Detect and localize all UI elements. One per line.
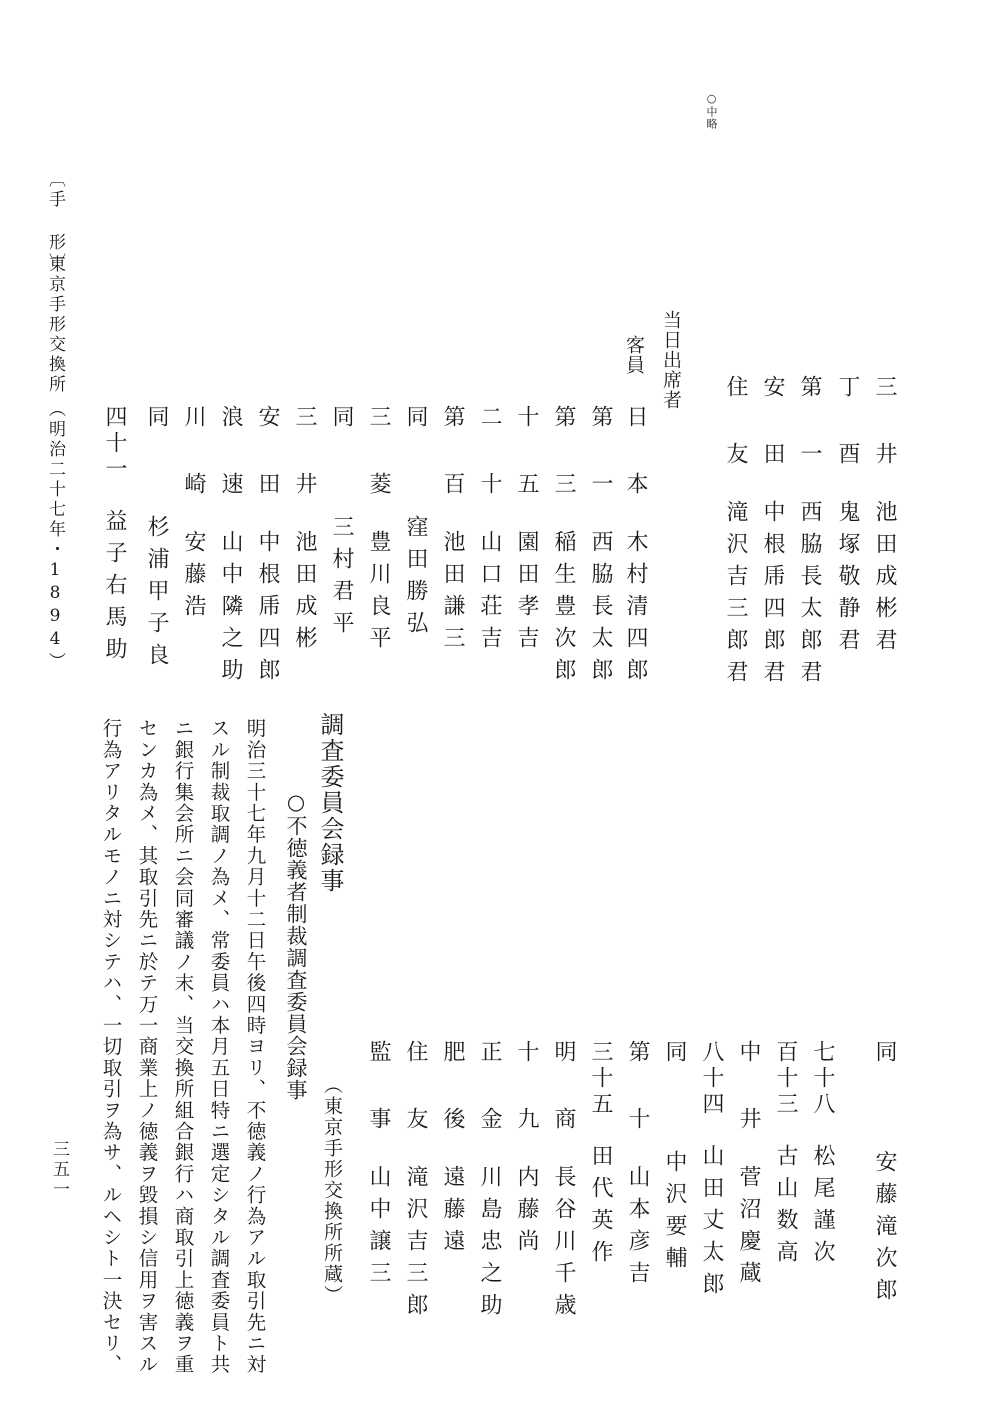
bank-name: 浪 速 (218, 405, 243, 504)
attendee-entry (103, 405, 125, 669)
attendee-entry (552, 405, 574, 690)
person-name: 中根乕四郎君 (760, 500, 785, 692)
bank-name: 第 三 (551, 405, 576, 504)
attendee-entry (256, 405, 278, 690)
person-name: 窪田勝弘 (403, 515, 428, 643)
bank-name: 安 田 (760, 375, 785, 474)
attendee-entry (478, 1040, 500, 1325)
bank-name: 第 十 (625, 1040, 650, 1139)
attendee-entry (873, 1040, 895, 1310)
bank-name: 同 (872, 1040, 897, 1072)
person-name: 山口荘吉 (477, 530, 502, 658)
paragraph-line: センカ為メ、其取引先ニ於テ万一商業上ノ徳義ヲ毀損シ信用ヲ害スル (135, 718, 159, 1376)
bank-name: 明 商 (551, 1040, 576, 1139)
person-name: 池田成彬 (292, 530, 317, 658)
attendee-entry (441, 405, 463, 658)
paragraph-line: スル制裁取調ノ為メ、常委員ハ本月五日特ニ選定シタル調査委員ト共 (207, 718, 231, 1376)
attendee-entry (811, 1040, 833, 1272)
person-name: 園田孝吉 (514, 530, 539, 658)
paragraph-line: 明治三十七年九月十二日午後四時ヨリ、不徳義ノ行為アル取引先ニ対 (243, 718, 267, 1376)
person-name: 益子右馬助 (102, 509, 127, 669)
attendee-entry (293, 405, 315, 658)
bank-name: 百十三 (773, 1040, 798, 1118)
attendee-entry (552, 1040, 574, 1325)
person-name: 古山数高 (773, 1144, 798, 1272)
era-label: （明治二十七年・1894） (45, 400, 65, 672)
person-name: 豊川良平 (366, 530, 391, 658)
bank-name: 三 菱 (366, 405, 391, 504)
bank-name: 三 井 (872, 375, 897, 474)
person-name: 田代英作 (588, 1144, 613, 1272)
bank-name: 住 友 (403, 1040, 428, 1139)
attendee-entry (700, 1040, 722, 1304)
bank-name: 監 事 (366, 1040, 391, 1139)
attendee-entry (589, 1040, 611, 1272)
attendee-entry (404, 405, 426, 643)
person-name: 池田成彬君 (872, 500, 897, 660)
person-name: 池田謙三 (440, 530, 465, 658)
attendee-entry (515, 1040, 537, 1261)
person-name: 安藤滝次郎 (872, 1150, 897, 1310)
person-name: 川島忠之助 (477, 1165, 502, 1325)
section-subtitle: ○不徳義者制裁調査委員会録事 (284, 790, 308, 1101)
bank-name: 四十一 (102, 405, 127, 483)
name-entry (798, 375, 820, 692)
guest-label: 客員 (623, 335, 645, 375)
person-name: 木村清四郎 (623, 530, 648, 690)
attendee-entry (219, 405, 241, 690)
bank-name: 十 九 (514, 1040, 539, 1139)
paragraph-line: ニ銀行集会所ニ会同審議ノ末、当交換所組合銀行ハ商取引上徳義ヲ重 (171, 718, 195, 1376)
bank-name: 肥 後 (440, 1040, 465, 1139)
bank-name: 中 井 (736, 1040, 761, 1139)
bank-name: 第 一 (797, 375, 822, 474)
attendee-entry (626, 1040, 648, 1293)
bank-name: 正 金 (477, 1040, 502, 1139)
person-name: 安藤浩 (181, 530, 206, 626)
page-number: 三五一 (49, 1140, 69, 1200)
bank-name: 川 崎 (181, 405, 206, 504)
person-name: 滝沢吉三郎君 (723, 500, 748, 692)
section-label: 〔手 形〕 (45, 170, 65, 273)
person-name: 菅沼慶蔵 (736, 1165, 761, 1293)
attendee-entry (182, 405, 204, 626)
person-name: 内藤尚 (514, 1165, 539, 1261)
person-name: 山中隣之助 (218, 530, 243, 690)
attendees-heading: 当日出席者 (660, 310, 682, 410)
bank-name: 丁 酉 (835, 375, 860, 474)
omission-note: ○中略 (705, 92, 718, 130)
bank-name: 三 井 (292, 405, 317, 504)
paragraph-line: 行為アリタルモノニ対シテハ、一切取引ヲ為サ、ルヘシト一決セリ、 (99, 718, 123, 1376)
attendee-entry (774, 1040, 796, 1272)
person-name: 杉浦甲子良 (144, 515, 169, 675)
source-title: 東京手形交換所 (45, 255, 65, 395)
attendee-entry (589, 405, 611, 690)
bank-name: 七十八 (810, 1040, 835, 1118)
person-name: 稲生豊次郎 (551, 530, 576, 690)
attendee-entry (145, 405, 167, 675)
name-entry (761, 375, 783, 692)
attendee-entry (441, 1040, 463, 1261)
person-name: 鬼塚敬静君 (835, 500, 860, 660)
attendee-entry (515, 405, 537, 658)
attendee-entry (663, 1040, 685, 1278)
person-name: 西脇長太郎 (588, 530, 613, 690)
bank-name: 第 一 (588, 405, 613, 504)
person-name: 山田丈太郎 (699, 1144, 724, 1304)
person-name: 長谷川千歳 (551, 1165, 576, 1325)
attendee-entry (367, 405, 389, 658)
attendee-entry (624, 405, 646, 690)
name-entry (724, 375, 746, 692)
attendee-entry (737, 1040, 759, 1293)
bank-name: 日 本 (623, 405, 648, 504)
bank-name: 同 (329, 405, 354, 437)
attendee-entry (478, 405, 500, 658)
bank-name: 同 (144, 405, 169, 437)
person-name: 三村君平 (329, 515, 354, 643)
person-name: 遠藤遠 (440, 1165, 465, 1261)
bank-name: 三十五 (588, 1040, 613, 1118)
bank-name: 安 田 (255, 405, 280, 504)
bank-name: 同 (662, 1040, 687, 1072)
person-name: 山本彦吉 (625, 1165, 650, 1293)
person-name: 山中譲三 (366, 1165, 391, 1293)
person-name: 中沢要輔 (662, 1150, 687, 1278)
bank-name: 二 十 (477, 405, 502, 504)
bank-name: 第 百 (440, 405, 465, 504)
attendee-entry (404, 1040, 426, 1325)
person-name: 松尾謹次 (810, 1144, 835, 1272)
name-entry (873, 375, 895, 660)
archive-note: （東京手形交換所所蔵） (321, 1075, 343, 1306)
name-entry (836, 375, 858, 660)
bank-name: 十 五 (514, 405, 539, 504)
attendee-entry (330, 405, 352, 643)
person-name: 滝沢吉三郎 (403, 1165, 428, 1325)
section-title: 調査委員会録事 (316, 712, 344, 894)
bank-name: 住 友 (723, 375, 748, 474)
bank-name: 同 (403, 405, 428, 437)
person-name: 中根乕四郎 (255, 530, 280, 690)
person-name: 西脇長太郎君 (797, 500, 822, 692)
bank-name: 八十四 (699, 1040, 724, 1118)
attendee-entry (367, 1040, 389, 1293)
